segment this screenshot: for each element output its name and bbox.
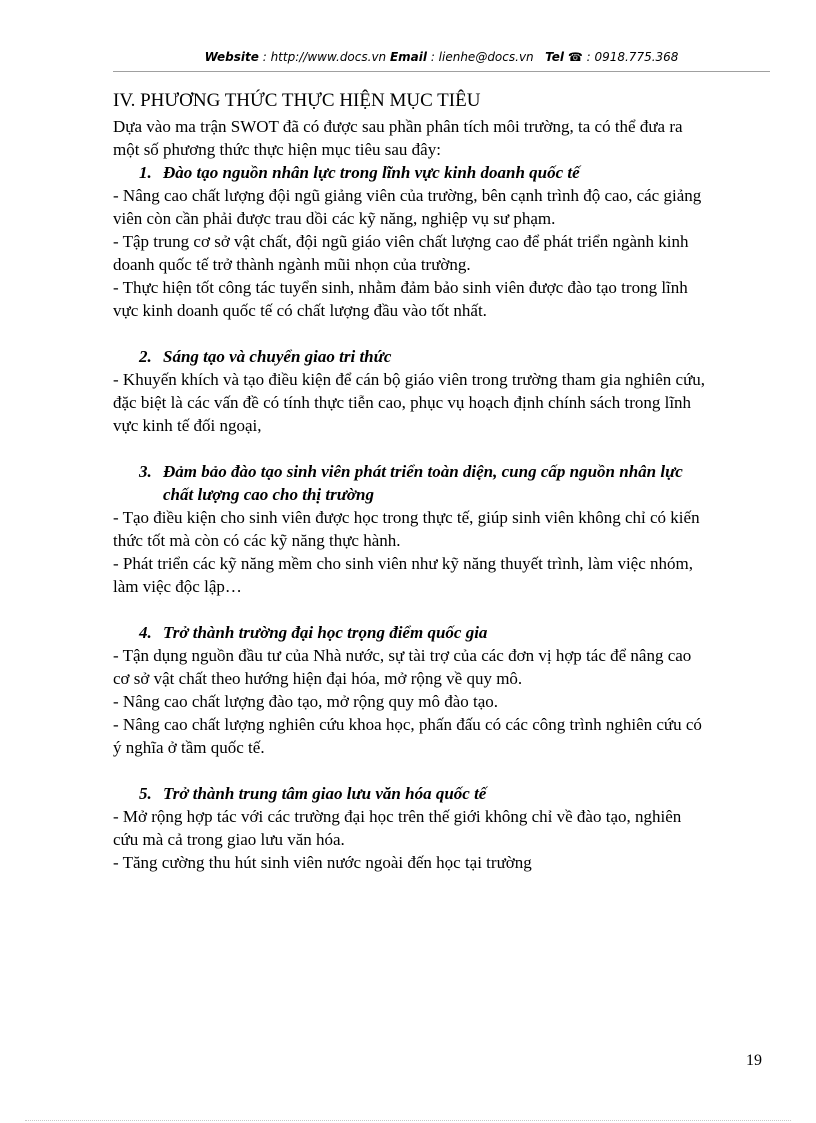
website-label: Website: [204, 50, 259, 64]
subheading-5: [113, 782, 773, 805]
body-line: cứu mà cả trong giao lưu văn hóa.: [113, 830, 345, 849]
subheading-title: Sáng tạo và chuyển giao tri thức: [163, 347, 392, 366]
body-line: - Thực hiện tốt công tác tuyển sinh, nhằm đảm bảo sinh viên được đào tạo trong lĩnh: [113, 278, 688, 297]
body-line: cơ sở vật chất theo hướng hiện đại hóa, mở rộng về quy mô.: [113, 669, 523, 688]
email-value: : lienhe@docs.vn: [427, 50, 538, 64]
subheading-title: Đảm bảo đào tạo sinh viên phát triển toàn diện, cung cấp nguồn nhân lực: [163, 462, 683, 481]
subheading-number: 2.: [139, 347, 152, 366]
subheading-title-continued: chất lượng cao cho thị trường: [163, 485, 375, 504]
subheading-number: 1.: [139, 163, 152, 182]
subheading-3: [113, 460, 773, 506]
subheading-number: 5.: [139, 784, 152, 803]
body-line: - Phát triển các kỹ năng mềm cho sinh viên như kỹ năng thuyết trình, làm việc nhóm,: [113, 554, 694, 573]
body-line: thức tốt mà còn có các kỹ năng thực hành.: [113, 531, 401, 550]
body-line: vực kinh doanh quốc tế có chất lượng đầu vào tốt nhất.: [113, 301, 487, 320]
body-line: - Nâng cao chất lượng đội ngũ giảng viên của trường, bên cạnh trình độ cao, các giảng: [113, 186, 702, 205]
footer-divider: [25, 1120, 791, 1121]
subheading-2: [113, 345, 773, 368]
body-line: đặc biệt là các vấn đề có tính thực tiễn cao, phục vụ hoạch định chính sách trong lĩnh: [113, 393, 692, 412]
page-number: 19: [746, 1052, 762, 1069]
subheading-number: 3.: [139, 462, 152, 481]
subheading-4: [113, 621, 773, 644]
body-line: - Tập trung cơ sở vật chất, đội ngũ giáo viên chất lượng cao để phát triển ngành kinh: [113, 232, 689, 251]
body-line: vực kinh tế đối ngoại,: [113, 416, 262, 435]
document-body: [113, 88, 773, 874]
intro-line: Dựa vào ma trận SWOT đã có được sau phần phân tích môi trường, ta có thể đưa ra: [113, 117, 683, 136]
subheading-title: Đào tạo nguồn nhân lực trong lĩnh vực kinh doanh quốc tế: [163, 163, 580, 182]
header-divider: [113, 71, 770, 72]
spacer: [113, 598, 773, 621]
body-line: - Khuyến khích và tạo điều kiện để cán bộ giáo viên trong trường tham gia nghiên cứu,: [113, 370, 706, 389]
subheading-1: [113, 161, 773, 184]
body-line: - Tạo điều kiện cho sinh viên được học trong thực tế, giúp sinh viên không chỉ có kiến: [113, 508, 700, 527]
body-line: viên còn cần phải được trau dồi các kỹ năng, nghiệp vụ sư phạm.: [113, 209, 556, 228]
tel-label: Tel: [545, 50, 564, 64]
email-label: Email: [389, 50, 427, 64]
body-line: - Nâng cao chất lượng đào tạo, mở rộng quy mô đào tạo.: [113, 692, 499, 711]
body-line: ý nghĩa ở tầm quốc tế.: [113, 738, 265, 757]
page-header: [113, 50, 770, 70]
website-value: : http://www.docs.vn: [258, 50, 390, 64]
body-line: - Tận dụng nguồn đầu tư của Nhà nước, sự tài trợ của các đơn vị hợp tác để nâng cao: [113, 646, 692, 665]
spacer: [113, 437, 773, 460]
body-line: làm việc độc lập…: [113, 577, 242, 596]
body-line: doanh quốc tế trở thành ngành mũi nhọn của trường.: [113, 255, 471, 274]
phone-icon: ☎: [567, 50, 583, 64]
body-line: - Tăng cường thu hút sinh viên nước ngoài đến học tại trường: [113, 853, 532, 872]
subheading-title: Trở thành trường đại học trọng điểm quốc gia: [163, 623, 488, 642]
body-line: - Nâng cao chất lượng nghiên cứu khoa học, phấn đấu có các công trình nghiên cứu có: [113, 715, 702, 734]
spacer: [113, 759, 773, 782]
body-line: - Mở rộng hợp tác với các trường đại học trên thế giới không chỉ về đào tạo, nghiên: [113, 807, 682, 826]
subheading-title: Trở thành trung tâm giao lưu văn hóa quốc tế: [163, 784, 487, 803]
section-title: IV. PHƯƠNG THỨC THỰC HIỆN MỤC TIÊU: [113, 90, 481, 111]
subheading-number: 4.: [139, 623, 152, 642]
spacer: [113, 322, 773, 345]
intro-line: một số phương thức thực hiện mục tiêu sau đây:: [113, 140, 441, 159]
tel-value: : 0918.775.368: [582, 50, 679, 64]
